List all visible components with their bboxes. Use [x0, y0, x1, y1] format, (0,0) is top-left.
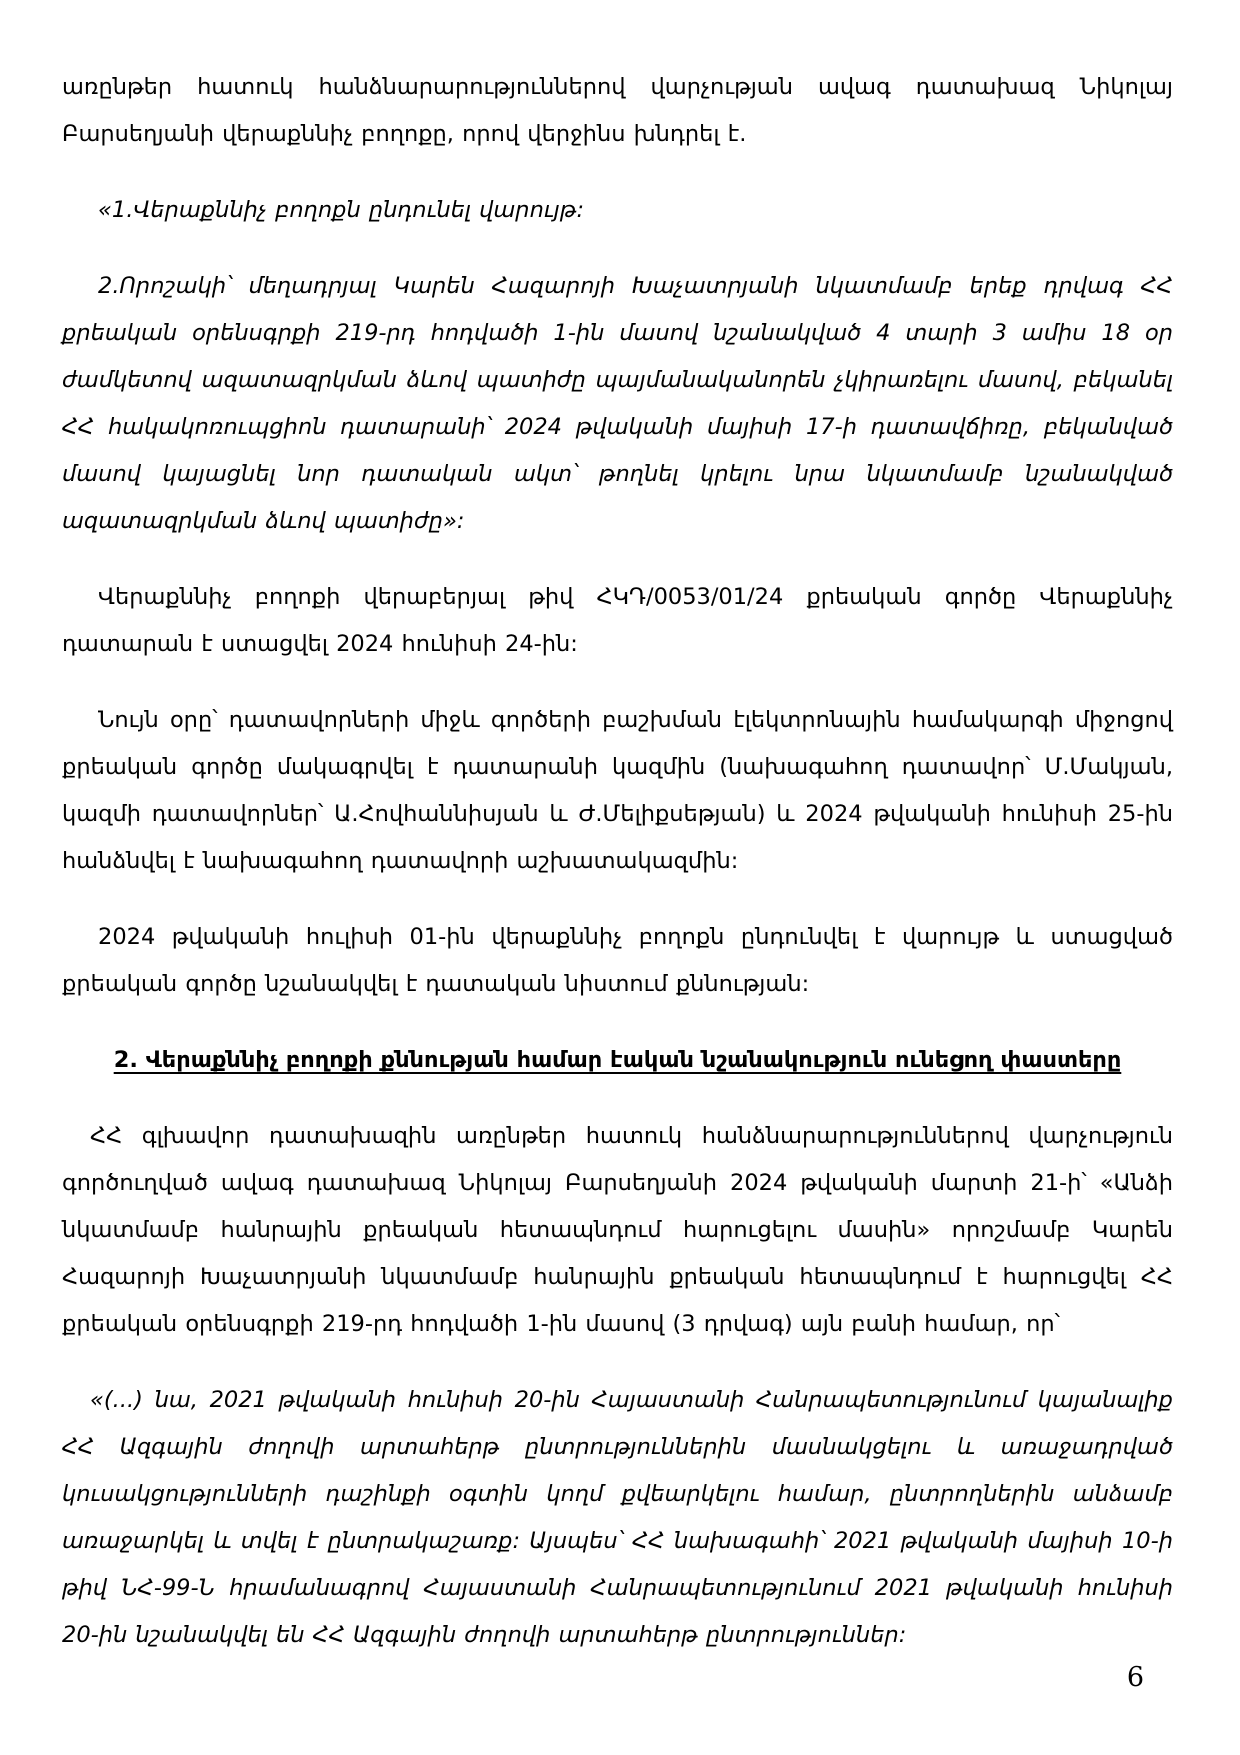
page-number: 6	[1126, 1662, 1144, 1693]
quote-charge-description: «(...) նա, 2021 թվականի հունիսի 20-ին Հայաստանի Հանրապետությունում կայանալիք ՀՀ Ազգային ժողովի արտահերթ ընտրություններին մասնակցելու և առաջադրված կուսակցությունների դաշինքի օգտին կողմ քվեարկելու համար, ընտրողներին անձամբ առաջարկել և տվել է ընտրակաշառք: Այսպես՝ ՀՀ նախագահի՝ 2021 թվականի մայիսի 10-ի թիվ ՆՀ-99-Ն հրամանագրով Հայաստանի Հանրապետությունում 2021 թվականի հունիսի 20-ին նշանակվել են ՀՀ Ազգային ժողովի արտահերթ ընտրություններ:	[62, 1387, 1173, 1648]
section-2-heading: 2. Վերաքննիչ բողոքի քննության համար էական նշանակություն ունեցող փաստերը	[113, 1047, 1122, 1073]
paragraph-prosecution-decision: ՀՀ գլխավոր դատախազին առընթեր հատուկ հանձնարարություններով վարչություն գործուղված ավագ դատախազ Նիկոլայ Բարսեղյանի 2024 թվականի մարտի 21-ի՝ «Անձի նկատմամբ հանրային քրեական հետապնդում հարուցելու մասին» որոշմամբ Կարեն Հազարոյի Խաչատրյանի նկատմամբ հանրային քրեական հետապնդում է հարուցվել ՀՀ քրեական օրենսգրքի 219-րդ հոդվածի 1-ին մասով (3 դրվագ) այն բանի համար, որ՝	[62, 1123, 1173, 1337]
quote-appeal-request-point-2: 2.Որոշակի՝ մեղադրյալ Կարեն Հազարոյի Խաչատրյանի նկատմամբ երեք դրվագ ՀՀ քրեական օրենսգրքի 219-րդ հոդվածի 1-ին մասով նշանակված 4 տարի 3 ամիս 18 օր ժամկետով ազատազրկման ձևով պատիժը պայմանականորեն չկիրառելու մասով, բեկանել ՀՀ հակակոռուպցիոն դատարանի՝ 2024 թվականի մայիսի 17-ի դատավճիռը, բեկանված մասով կայացնել նոր դատական ակտ՝ թողնել կրելու նրա նկատմամբ նշանակված ազատազրկման ձևով պատիժը»:	[62, 273, 1173, 534]
paragraph-case-assignment: Նույն օրը՝ դատավորների միջև գործերի բաշխման էլեկտրոնային համակարգի միջոցով քրեական գործը մակագրվել է դատարանի կազմին (նախագահող դատավոր՝ Մ.Մակյան, կազմի դատավորներ՝ Ա.Հովհաննիսյան և Ժ.Մելիքսեթյան) և 2024 թվականի հունիսի 25-ին հանձնվել է նախագահող դատավորի աշխատակազմին:	[62, 707, 1173, 874]
paragraph-appeal-filed-continuation: առընթեր հատուկ հանձնարարություններով վարչության ավագ դատախազ Նիկոլայ Բարսեղյանի վերաքննիչ բողոքը, որով վերջինս խնդրել է.	[62, 74, 1173, 147]
paragraph-appeal-accepted: 2024 թվականի հուլիսի 01-ին վերաքննիչ բողոքն ընդունվել է վարույթ և ստացված քրեական գործը նշանակվել է դատական նիստում քննության:	[62, 924, 1173, 997]
paragraph-case-received: Վերաքննիչ բողոքի վերաբերյալ թիվ ՀԿԴ/0053/01/24 քրեական գործը Վերաքննիչ դատարան է ստացվել 2024 հունիսի 24-ին:	[62, 584, 1173, 657]
quote-appeal-request-point-1: «1.Վերաքննիչ բողոքն ընդունել վարույթ:	[98, 197, 585, 223]
